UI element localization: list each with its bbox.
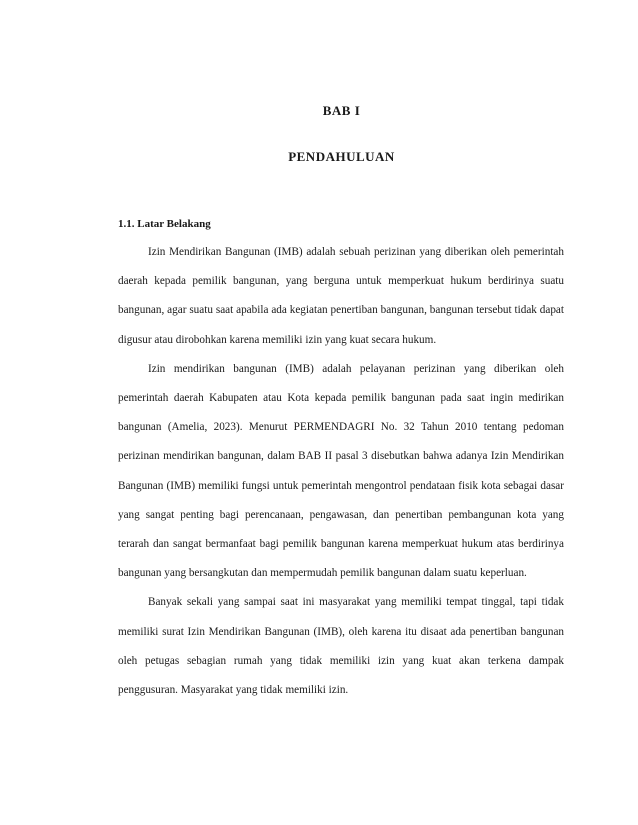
section-heading: 1.1. Latar Belakang: [118, 218, 211, 230]
body-text: [118, 238, 564, 705]
chapter-title: PENDAHULUAN: [288, 149, 395, 164]
paragraph-3: Banyak sekali yang sampai saat ini masyarakat yang memiliki tempat tinggal, tapi tidak memiliki surat Izin Mendirikan Bangunan (IMB), oleh karena itu disaat ada penertiban bangunan oleh petugas sebagian rumah yang tidak memiliki izin yang kuat akan terkena dampak penggusuran. Masyarakat yang tidak memiliki izin.: [118, 596, 564, 697]
paragraph-1: Izin Mendirikan Bangunan (IMB) adalah sebuah perizinan yang diberikan oleh pemerintah daerah kepada pemilik bangunan, yang berguna untuk memperkuat hukum berdirinya suatu bangunan, agar suatu saat apabila ada kegiatan penertiban bangunan, bangunan tersebut tidak dapat digusur atau dirobohkan karena memiliki izin yang kuat secara hukum.: [118, 246, 564, 346]
chapter-number: BAB I: [322, 103, 361, 118]
paragraph-2: Izin mendirikan bangunan (IMB) adalah pelayanan perizinan yang diberikan oleh pemerintah daerah Kabupaten atau Kota kepada pemilik bangunan pada saat ingin medirikan bangunan (Amelia, 2023). Menurut PERMENDAGRI No. 32 Tahun 2010 tentang pedoman perizinan mendirikan bangunan, dalam BAB II pasal 3 disebutkan bahwa adanya Izin Mendirikan Bangunan (IMB) memiliki fungsi untuk pemerintah mengontrol pendataan fisik kota sebagai dasar yang sangat penting bagi perencanaan, pengawasan, dan penertiban pembangunan kota yang terarah dan sangat bermanfaat bagi pemilik bangunan karena memperkuat hukum atas berdirinya bangunan yang bersangkutan dan mempermudah pemilik bangunan dalam suatu keperluan.: [118, 362, 564, 580]
